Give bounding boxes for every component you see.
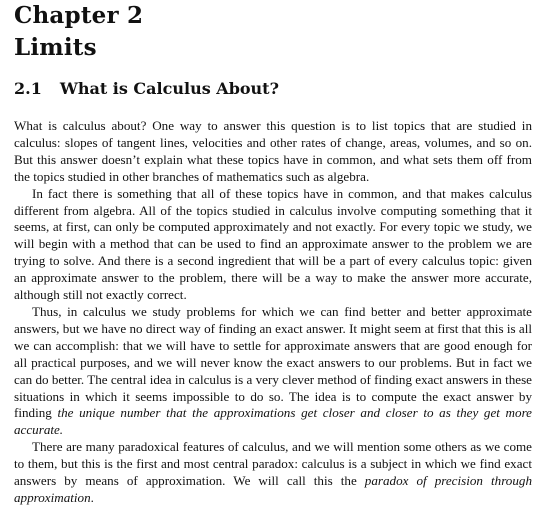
paragraph-2 (14, 186, 532, 304)
chapter-label: Chapter 2 (14, 2, 144, 29)
paragraph-3-emphasis: the unique number that the approximations get closer and closer to as they get more accurate. (14, 405, 532, 438)
paragraph-1 (14, 118, 532, 186)
section-number: 2.1 (14, 79, 42, 98)
section-title: What is Calculus About? (59, 79, 279, 98)
paragraph-4-text: There are many paradoxical features of calculus, and we will mention some others as we come to them, but this is the first and most central paradox: calculus is a subject in which we find exact answers by means of approximation. We will call this the (14, 439, 532, 489)
chapter-title: Limits (14, 34, 97, 61)
paragraph-1-text: What is calculus about? One way to answer this question is to list topics that are studied in calculus: slopes of tangent lines, velocities and other rates of change, areas, volumes, and so on. But this answer doesn’t explain what these topics have in common, and what sets them off from the topics studied in other branches of mathematics such as algebra. (14, 118, 532, 184)
paragraph-2-text: In fact there is something that all of these topics have in common, and that makes calculus different from algebra. All of the topics studied in calculus involve computing something that it seems, at first, can only be computed approximately and not exactly. For every topic we study, we will begin with a method that can be used to find an approximate answer to the problem we are trying to solve. And there is a second ingredient that will be a part of every calculus topic: given an approximate answer to the problem, there will be a way to make the answer more accurate, although still not exactly correct. (14, 185, 532, 303)
section-body (14, 118, 532, 507)
paragraph-4-emphasis: paradox of precision through approximation (14, 473, 532, 505)
paragraph-4 (14, 439, 532, 507)
paragraph-3 (14, 304, 532, 439)
book-page (14, 0, 532, 507)
section-heading (14, 79, 532, 99)
paragraph-4-tail: . (90, 489, 94, 505)
paragraph-3-text: Thus, in calculus we study problems for which we can find better and better approximate answers, but we have no direct way of finding an exact answer. It might seem at first that this is all we can accomplish: that we will have to settle for approximate answers that are good enough for all practical purposes, and we will never know the exact answers to our problems. But in fact we can do better. The central idea in calculus is a very clever method of finding exact answers in these situations in which it seems impossible to do so. The idea is to compute the exact answer by finding (14, 303, 532, 421)
